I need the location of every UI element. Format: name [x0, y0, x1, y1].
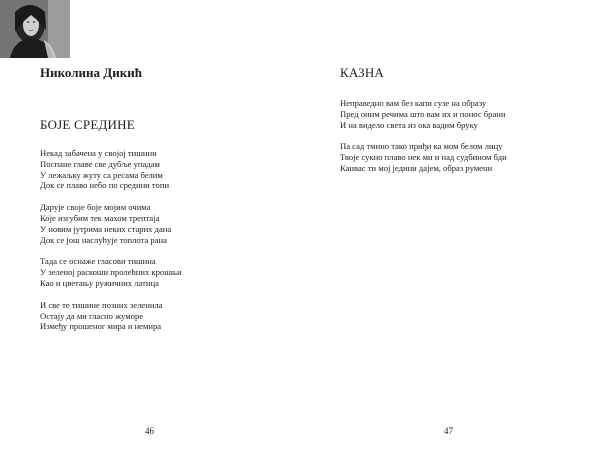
- poem-line: И све те тишине позних зеленила: [40, 299, 163, 310]
- poem-line: Поспане главе све дубље упадам: [40, 158, 160, 169]
- poem-line: У лежаљку жуту са ресама белим: [40, 169, 163, 180]
- stanza: [40, 300, 182, 332]
- stanza: [40, 256, 182, 288]
- poem-line: Које изгубим тек махом трептаја: [40, 212, 160, 223]
- poem-title-boje-sredine: БОЈЕ СРЕДИНЕ: [40, 117, 135, 132]
- poem-line: Пред оним речима што вам их и понос брани: [340, 108, 506, 119]
- poem-line: У новим јутрима неких старих дана: [40, 223, 172, 234]
- stanza: [340, 141, 507, 173]
- page-number-right: 47: [444, 426, 453, 436]
- poem-title-kazna: КАЗНА: [340, 65, 385, 80]
- poem-line: Између прошеног мира и немира: [40, 321, 162, 332]
- poem-line: Па сад тмино тако приђи ка мом белом лицу: [340, 141, 503, 152]
- poem-line: Канвас ти мој једини дајем, образ румени: [340, 162, 493, 173]
- poem-line: Док се још наслућује топлота рана: [40, 234, 167, 245]
- poem-line: Док се плаво небо по средини топи: [40, 180, 170, 191]
- poem-body-kazna: [340, 98, 507, 185]
- poem-line: Остају да ми гласно жуморе: [40, 310, 144, 321]
- poem-line: Неправедно вам без капи сузе на образу: [340, 98, 487, 108]
- stanza: [40, 148, 182, 191]
- poem-line: И на видело света из ока вадим бруку: [340, 119, 478, 130]
- poem-line: Тада се оснаже гласови тишина: [40, 256, 156, 267]
- poem-line: У зеленој раскоши пролећних крошњи: [40, 267, 182, 278]
- right-page: [300, 0, 600, 466]
- poem-body-boje-sredine: [40, 148, 182, 343]
- page-number-left: 46: [145, 426, 154, 436]
- stanza: [340, 98, 507, 130]
- poem-line: Као и цветању ружичних латица: [40, 277, 159, 288]
- poem-line: Твоје сукно плаво нек ми и над судбином бди: [340, 152, 507, 163]
- author-name: Николина Дикић: [40, 65, 142, 80]
- poem-line: Дарује своје боје мојим очима: [40, 202, 151, 213]
- poem-line: Некад забачена у својој тишини: [40, 148, 157, 158]
- stanza: [40, 202, 182, 245]
